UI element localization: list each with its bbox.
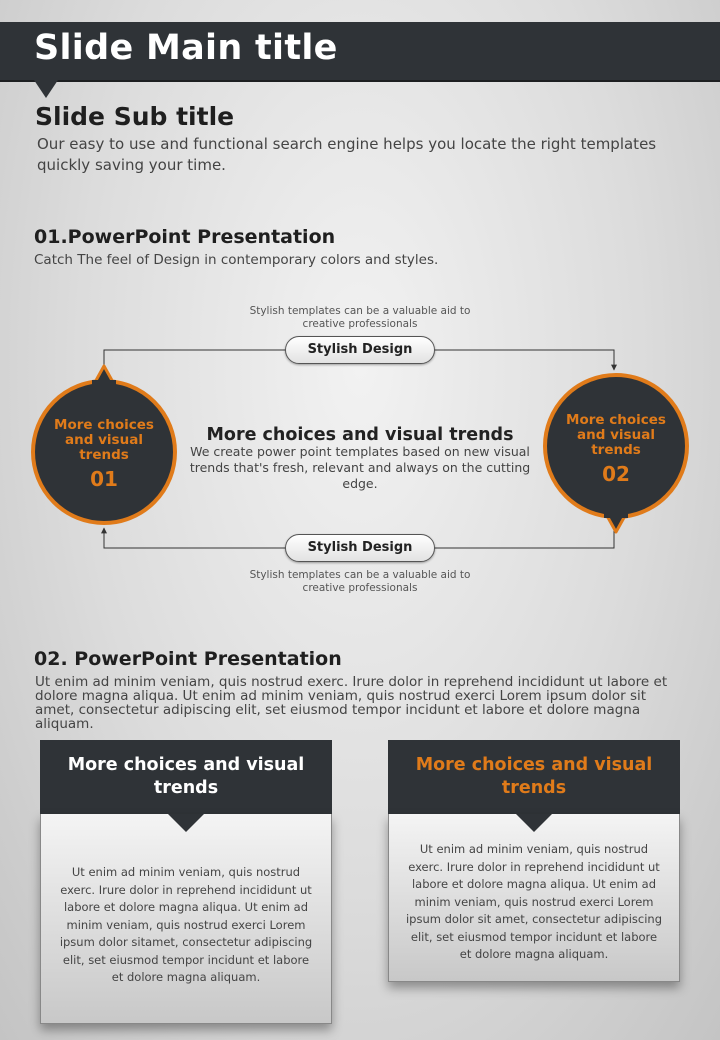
title-bar [0, 22, 720, 82]
card-left-title: More choices and visual trends [40, 740, 332, 814]
section1-title: 01.PowerPoint Presentation [34, 226, 336, 248]
main-title: Slide Main title [34, 28, 338, 68]
circle-right-text: More choices and visual trends [566, 412, 666, 458]
circle-left-number: 01 [90, 467, 118, 491]
center-description: We create power point templates based on new visual trends that's fresh, relevant and always on the cutting edge. [189, 444, 531, 491]
card-left-pointer [168, 814, 204, 832]
card-right-pointer [516, 814, 552, 832]
circle-right-label [561, 413, 671, 486]
sub-description: Our easy to use and functional search engine helps you locate the right templates quickly saving your time. [37, 135, 657, 174]
circle-left-label [49, 418, 159, 491]
bottom-note: Stylish templates can be a valuable aid to creative professionals [249, 569, 471, 594]
section2-title: 02. PowerPoint Presentation [34, 648, 342, 670]
center-title: More choices and visual trends [206, 425, 514, 445]
bottom-pill-label: Stylish Design [285, 534, 435, 562]
circle-left-text: More choices and visual trends [54, 417, 154, 463]
title-bar-pointer [34, 80, 58, 98]
section1-description: Catch The feel of Design in contemporary colors and styles. [34, 252, 439, 268]
circle-right-number: 02 [602, 462, 630, 486]
section2-body: Ut enim ad minim veniam, quis nostrud exerc. Irure dolor in reprehend incididunt ut labore et dolore magna aliqua. Ut enim ad minim veniam, quis nostrud exerci Lorem ipsum dolor sit amet, consectetur adipiscing elit, set eiusmod tempor incidunt et labore et dolore magna aliquam. [35, 674, 668, 732]
sub-title: Slide Sub title [35, 102, 235, 131]
card-right-body: Ut enim ad minim veniam, quis nostrud exerc. Irure dolor in reprehend incididunt ut labore et dolore magna aliqua. Ut enim ad minim veniam, quis nostrud exerci Lorem ipsum dolor sit amet, consectetur adipiscing elit, set eiusmod tempor incidunt et labore et dolore magna aliquam. [388, 814, 680, 982]
top-note: Stylish templates can be a valuable aid to creative professionals [249, 305, 471, 330]
card-right-title: More choices and visual trends [388, 740, 680, 814]
card-left-body: Ut enim ad minim veniam, quis nostrud exerc. Irure dolor in reprehend incididunt ut labore et dolore magna aliqua. Ut enim ad minim veniam, quis nostrud exerci Lorem ipsum dolor sitamet, consectetur adipiscing elit, set eiusmod tempor incidunt et labore et dolore magna aliquam. [40, 814, 332, 1024]
top-pill-label: Stylish Design [285, 336, 435, 364]
